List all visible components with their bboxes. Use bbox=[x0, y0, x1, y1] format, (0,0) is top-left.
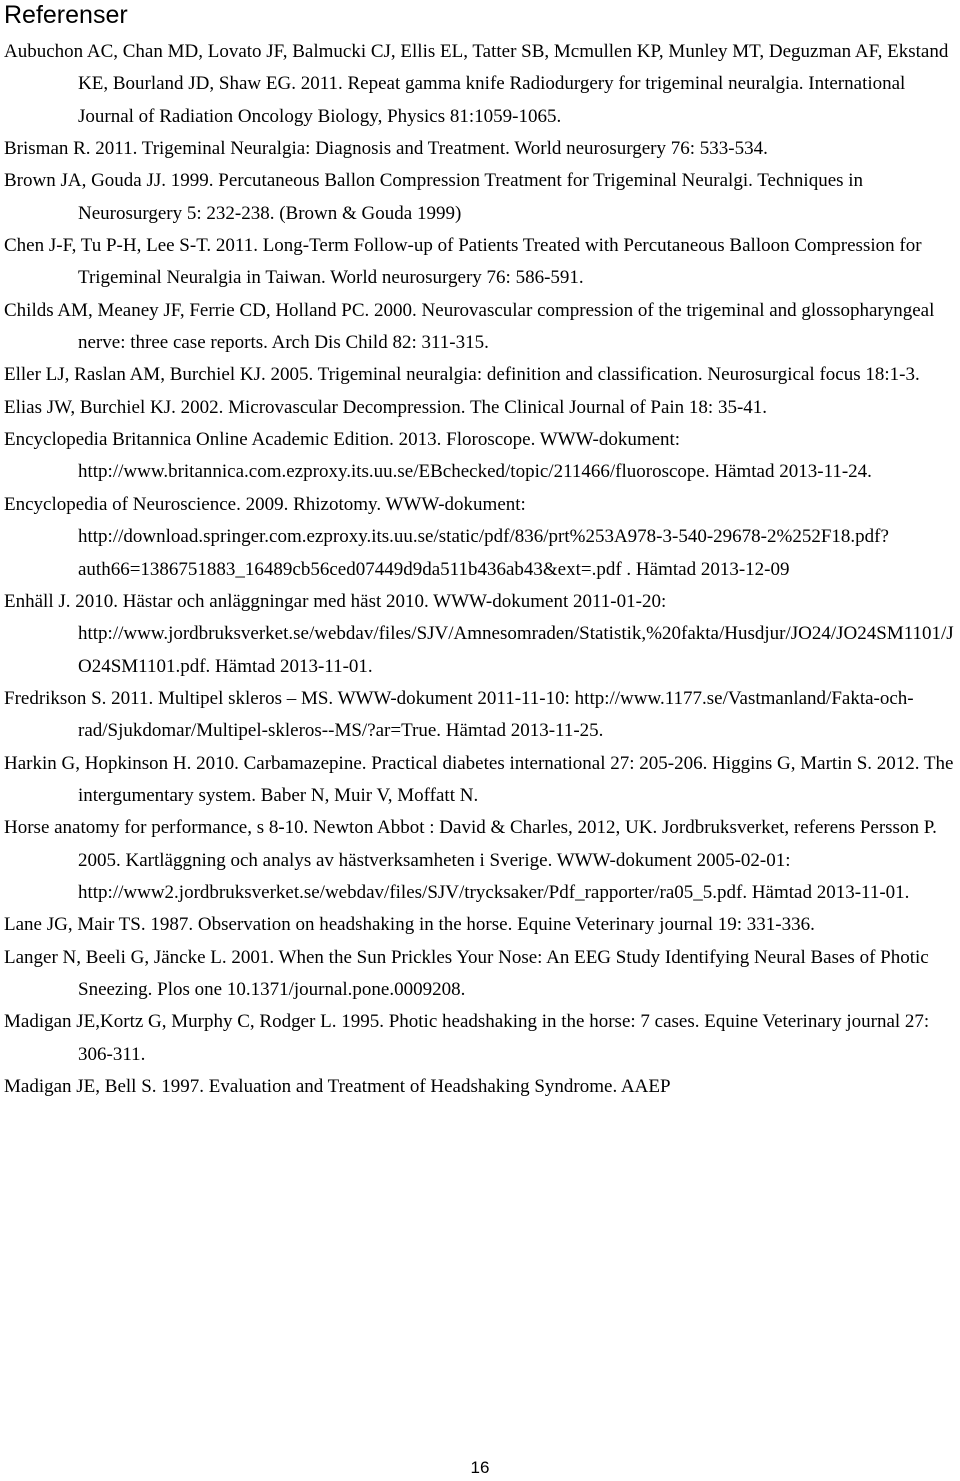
reference-item: Encyclopedia Britannica Online Academic Edition. 2013. Floroscope. WWW-dokument: http://www.britannica.com.ezproxy.its.uu.se/EBchecked/topic/211466/fluoroscope. Hämtad 2013-11-24. bbox=[4, 429, 872, 483]
reference-item: Eller LJ, Raslan AM, Burchiel KJ. 2005. Trigeminal neuralgia: definition and classification. Neurosurgical focus 18:1-3. bbox=[4, 364, 920, 386]
reference-item: Childs AM, Meaney JF, Ferrie CD, Holland PC. 2000. Neurovascular compression of the trigeminal and glossopharyngeal nerve: three case reports. Arch Dis Child 82: 311-315. bbox=[4, 299, 935, 354]
reference-item: Chen J-F, Tu P-H, Lee S-T. 2011. Long-Term Follow-up of Patients Treated with Percutaneous Balloon Compression for Trigeminal Neuralgia in Taiwan. World neurosurgery 76: 586-591. bbox=[4, 235, 922, 289]
reference-item: Enhäll J. 2010. Hästar och anläggningar med häst 2010. WWW-dokument 2011-01-20: http://www.jordbruksverket.se/webdav/files/SJV/Amnesomraden/Statistik,%20fakta/Husdjur/JO24/JO24SM1101/JO24SM1101.pdf. Hämtad 2013-11-01. bbox=[4, 590, 954, 677]
reference-item: Aubuchon AC, Chan MD, Lovato JF, Balmucki CJ, Ellis EL, Tatter SB, Mcmullen KP, Munley MT, Deguzman AF, Ekstand KE, Bourland JD, Shaw EG. 2011. Repeat gamma knife Radiodurgery for trigeminal neuralgia. International Journal of Radiation Oncology Biology, Physics 81:1059-1065. bbox=[4, 41, 949, 127]
reference-item: Harkin G, Hopkinson H. 2010. Carbamazepine. Practical diabetes international 27: 205-206. Higgins G, Martin S. 2012. The intergumentary system. Baber N, Muir V, Moffatt N. bbox=[4, 752, 954, 806]
references-heading: Referenser bbox=[4, 1, 128, 29]
reference-item: Madigan JE,Kortz G, Murphy C, Rodger L. 1995. Photic headshaking in the horse: 7 cases. Equine Veterinary journal 27: 306-311. bbox=[4, 1011, 930, 1065]
page-number: 16 bbox=[470, 1458, 490, 1477]
reference-item: Madigan JE, Bell S. 1997. Evaluation and Treatment of Headshaking Syndrome. AAEP bbox=[4, 1076, 671, 1097]
reference-item: Encyclopedia of Neuroscience. 2009. Rhizotomy. WWW-dokument: http://download.springer.com.ezproxy.its.uu.se/static/pdf/836/prt%253A978-3-540-29678-2%252F18.pdf?auth66=1386751883_16489cb56ced07449d9da511b436ab43&ext=.pdf . Hämtad 2013-12-09 bbox=[4, 493, 889, 580]
reference-item: Fredrikson S. 2011. Multipel skleros – MS. WWW-dokument 2011-11-10: http://www.1177.se/Vastmanland/Fakta-och-rad/Sjukdomar/Multipel-skleros--MS/?ar=True. Hämtad 2013-11-25. bbox=[4, 687, 914, 742]
reference-item: Brisman R. 2011. Trigeminal Neuralgia: Diagnosis and Treatment. World neurosurgery 76: 533-534. bbox=[4, 138, 768, 160]
reference-item: Lane JG, Mair TS. 1987. Observation on headshaking in the horse. Equine Veterinary journal 19: 331-336. bbox=[4, 914, 815, 936]
reference-item: Brown JA, Gouda JJ. 1999. Percutaneous Ballon Compression Treatment for Trigeminal Neuralgi. Techniques in Neurosurgery 5: 232-238. (Brown & Gouda 1999) bbox=[4, 170, 864, 224]
reference-item: Horse anatomy for performance, s 8-10. Newton Abbot : David & Charles, 2012, UK. Jordbruksverket, referens Persson P. 2005. Kartläggning och analys av hästverksamheten i Sverige. WWW-dokument 2005-02-01: http://www2.jordbruksverket.se/webdav/files/SJV/trycksaker/Pdf_rapporter/ra05_5.pdf. Hämtad 2013-11-01. bbox=[4, 817, 937, 903]
reference-item: Langer N, Beeli G, Jäncke L. 2001. When the Sun Prickles Your Nose: An EEG Study Identifying Neural Bases of Photic Sneezing. Plos one 10.1371/journal.pone.0009208. bbox=[4, 946, 929, 1000]
reference-list bbox=[4, 36, 956, 1103]
reference-item: Elias JW, Burchiel KJ. 2002. Microvascular Decompression. The Clinical Journal of Pain 18: 35-41. bbox=[4, 396, 768, 418]
